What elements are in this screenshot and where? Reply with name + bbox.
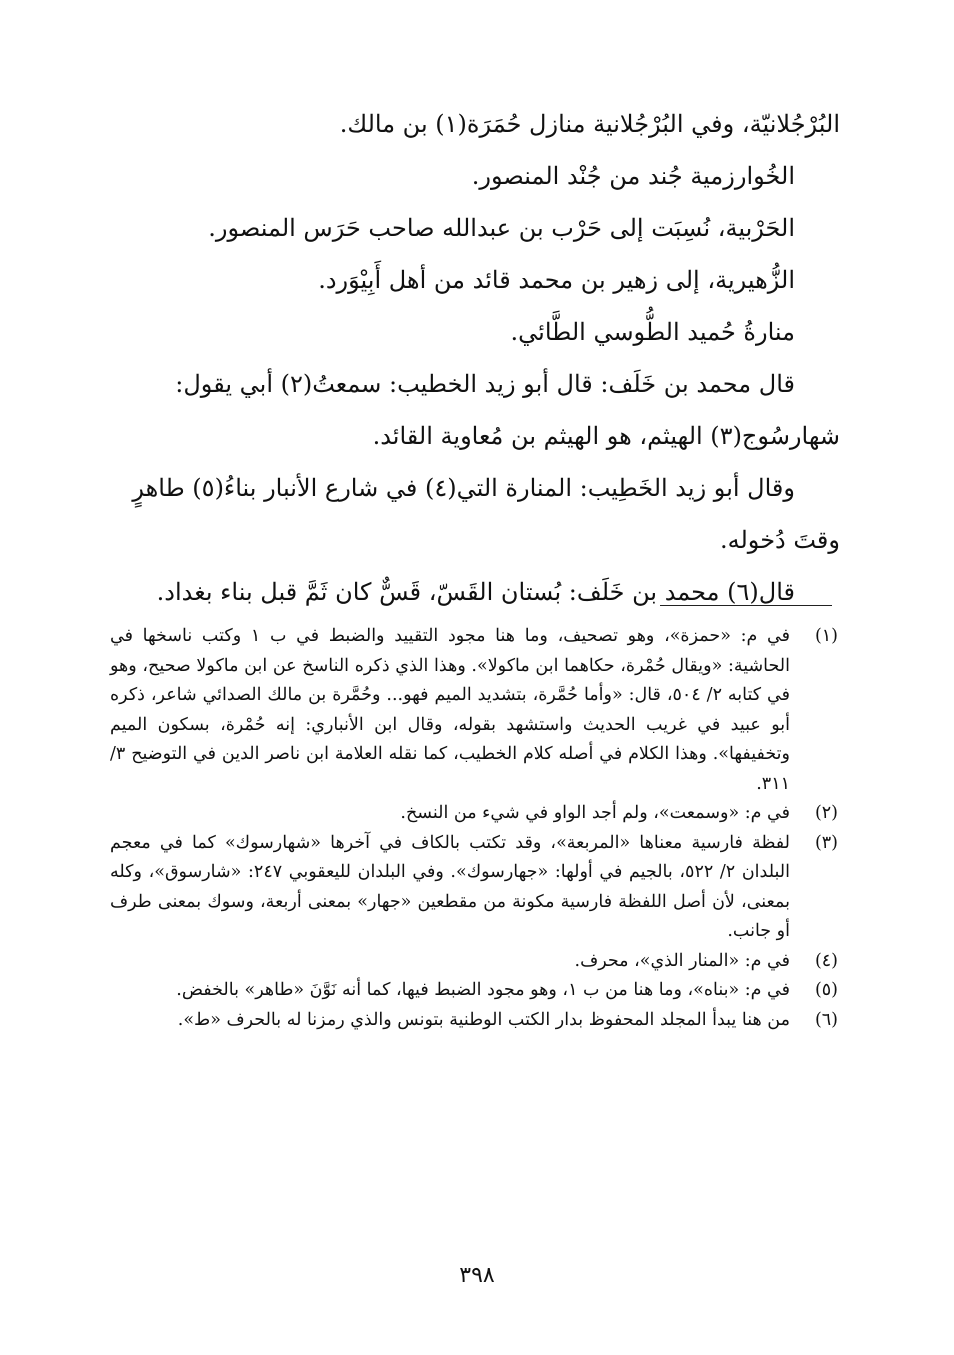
main-text: [105, 98, 840, 618]
footnote-2: [110, 799, 838, 829]
text-line: قال محمد بن خَلَف: قال أبو زيد الخطيب: سمعتُ(٢) أبي يقول:: [175, 370, 795, 398]
footnote-divider: [660, 605, 832, 606]
text-line: وقال أبو زيد الخَطِيب: المنارة التي(٤) في شارع الأنبار بناءُ(٥) طاهرٍ: [132, 474, 795, 502]
footnote-text: في م: «حمزة»، وهو تصحيف، وما هنا مجود التقييد والضبط في ب ١ وكتب ناسخها في الحاشية: «ويقال حُمْرة، حكاهما ابن ماكولا». وهذا الذي ذكره الناسخ عن ابن ماكولا صحيح، وهو في كتابه ٢/ ٥٠٤، قال: «وأما حُمَّرة، بتشديد الميم فهو... وحُمَّرة بن مالك الصدائي شاعر، ذكره أبو عبيد في غريب الحديث واستشهد بقوله، وقال ابن الأنباري: إنه حُمْرة، بسكون الميم وتخفيفها». وهذا الكلام في أصله كلام الخطيب، كما نقله العلامة ابن ناصر الدين في التوضيح ٣/ ٣١١.: [110, 626, 790, 794]
text-line: الزُّهيرية، إلى زهير بن محمد قائد من أهل أَبِيْوَرد.: [318, 266, 795, 294]
footnote-text: في م: «وسمعت»، ولم أجد الواو في شيء من النسخ.: [400, 803, 790, 823]
footnote-text: لفظة فارسية معناها «المربعة»، وقد تكتب بالكاف في آخرها «شهارسوك» كما في معجم البلدان ٢/ ٥٢٢، بالجيم في أولها: «جهارسوك». وفي البلدان لليعقوبي ٢٤٧: «شارسوق»، وكله بمعنى، لأن أصل اللفظة فارسية مكونة من مقطعين «جهار» بمعنى أربعة، وسوك بمعنى طرف أو جانب.: [110, 832, 790, 941]
footnote-3: [110, 829, 838, 947]
footnote-number: (٥): [814, 980, 838, 1000]
text-line: الحَرْبية، نُسِبَت إلى حَرْب بن عبدالله صاحب حَرَس المنصور.: [208, 214, 795, 242]
footnotes-section: [110, 622, 838, 1035]
footnote-4: [110, 947, 838, 977]
footnote-5: [110, 976, 838, 1006]
text-line: منارةُ حُميد الطُّوسي الطَّائي.: [510, 318, 795, 346]
footnote-1: [110, 622, 838, 799]
footnote-text: في م: «بناه»، وما هنا من ب ١، وهو مجود الضبط فيها، كما أنه نَوَّنَ «طاهر» بالخفض.: [176, 980, 790, 1000]
text-line: البُرْجُلانيّة، وفي البُرْجُلانية منازل حُمَرَة(١) بن مالك.: [339, 110, 840, 138]
footnote-number: (٢): [814, 803, 838, 823]
footnote-6: [110, 1006, 838, 1036]
footnote-text: من هنا يبدأ المجلد المحفوظ بدار الكتب الوطنية بتونس والذي رمزنا له بالحرف «ط».: [177, 1009, 790, 1030]
footnote-text: في م: «المنار الذي»، محرف.: [574, 950, 790, 971]
text-line: وقتَ دُخوله.: [720, 526, 840, 554]
text-line: شهارسُوج(٣) الهيثم، هو الهيثم بن مُعاوية القائد.: [372, 422, 840, 450]
footnote-number: (٣): [814, 832, 838, 853]
footnote-number: (٦): [814, 1009, 838, 1030]
footnote-number: (٤): [814, 950, 838, 971]
text-line: الخُوارزمية جُند من جُنْد المنصور.: [471, 162, 795, 190]
footnote-number: (١): [814, 626, 838, 646]
page-number: ٣٩٨: [459, 1263, 495, 1288]
text-line: قال(٦) محمد بن خَلَف: بُستان القَسّ، قَسٌّ كان ثَمَّ قبل بناء بغداد.: [156, 578, 795, 606]
